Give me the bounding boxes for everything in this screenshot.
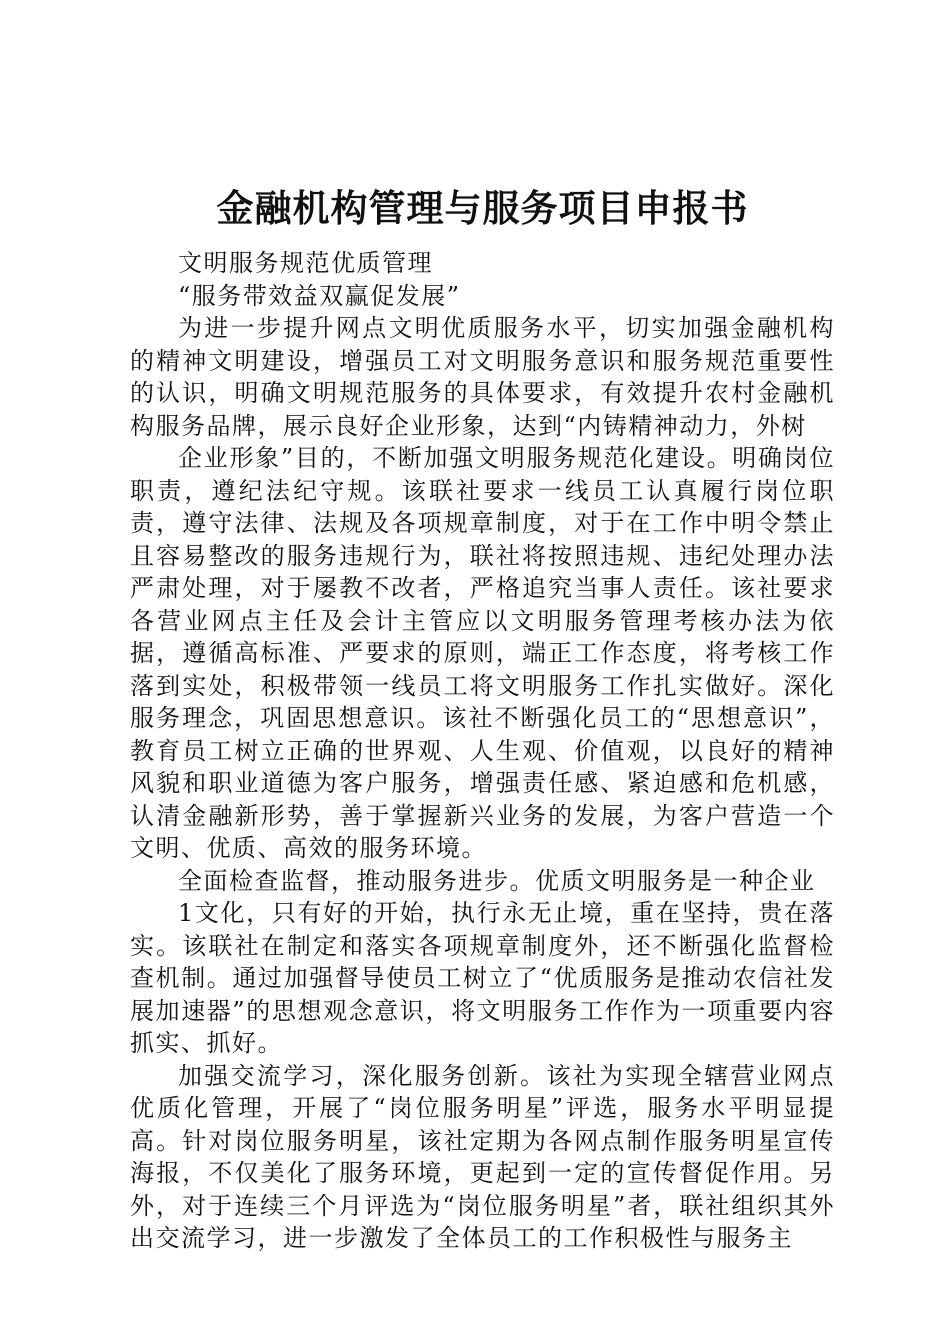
body-paragraph: 全面检查监督，推动服务进步。优质文明服务是一种企业 (178, 866, 816, 895)
body-paragraph: 1文化，只有好的开始，执行永无止境，重在坚持，贵在落实。该联社在制定和落实各项规章制度外，还不断强化监督检查机制。通过加强督导使员工树立了“优质服务是推动农信社发展加速器”的思想观念意识，将文明服务工作作为一项重要内容抓实、抓好。 (130, 899, 835, 1057)
slogan-line: “服务带效益双赢促发展” (178, 281, 461, 310)
body-paragraph: 为进一步提升网点文明优质服务水平，切实加强金融机构的精神文明建设，增强员工对文明服务意识和服务规范重要性的认识，明确文明规范服务的具体要求，有效提升农村金融机构服务品牌，展示良好企业形象，达到“内铸精神动力，外树 (130, 314, 835, 440)
body-paragraph: 企业形象”目的，不断加强文明服务规范化建设。明确岗位职责，遵纪法纪守规。该联社要求一线员工认真履行岗位职责，遵守法律、法规及各项规章制度，对于在工作中明令禁止且容易整改的服务违规行为，联社将按照违规、违纪处理办法严肃处理，对于屡教不改者，严格追究当事人责任。该社要求各营业网点主任及会计主管应以文明服务管理考核办法为依据，遵循高标准、严要求的原则，端正工作态度，将考核工作落到实处，积极带领一线员工将文明服务工作扎实做好。深化服务理念，巩固思想意识。该社不断强化员工的“思想意识”，教育员工树立正确的世界观、人生观、价值观，以良好的精神风貌和职业道德为客户服务，增强责任感、紧迫感和危机感，认清金融新形势，善于掌握新兴业务的发展，为客户营造一个文明、优质、高效的服务环境。 (130, 444, 835, 862)
subtitle-line: 文明服务规范优质管理 (178, 249, 433, 277)
body-paragraph: 加强交流学习，深化服务创新。该社为实现全辖营业网点优质化管理，开展了“岗位服务明星”评选，服务水平明显提高。针对岗位服务明星，该社定期为各网点制作服务明星宣传海报，不仅美化了服务环境，更起到一定的宣传督促作用。另外，对于连续三个月评选为“岗位服务明星”者，联社组织其外出交流学习，进一步激发了全体员工的工作积极性与服务主 (130, 1061, 835, 1252)
document-title: 金融机构管理与服务项目申报书 (216, 186, 749, 230)
